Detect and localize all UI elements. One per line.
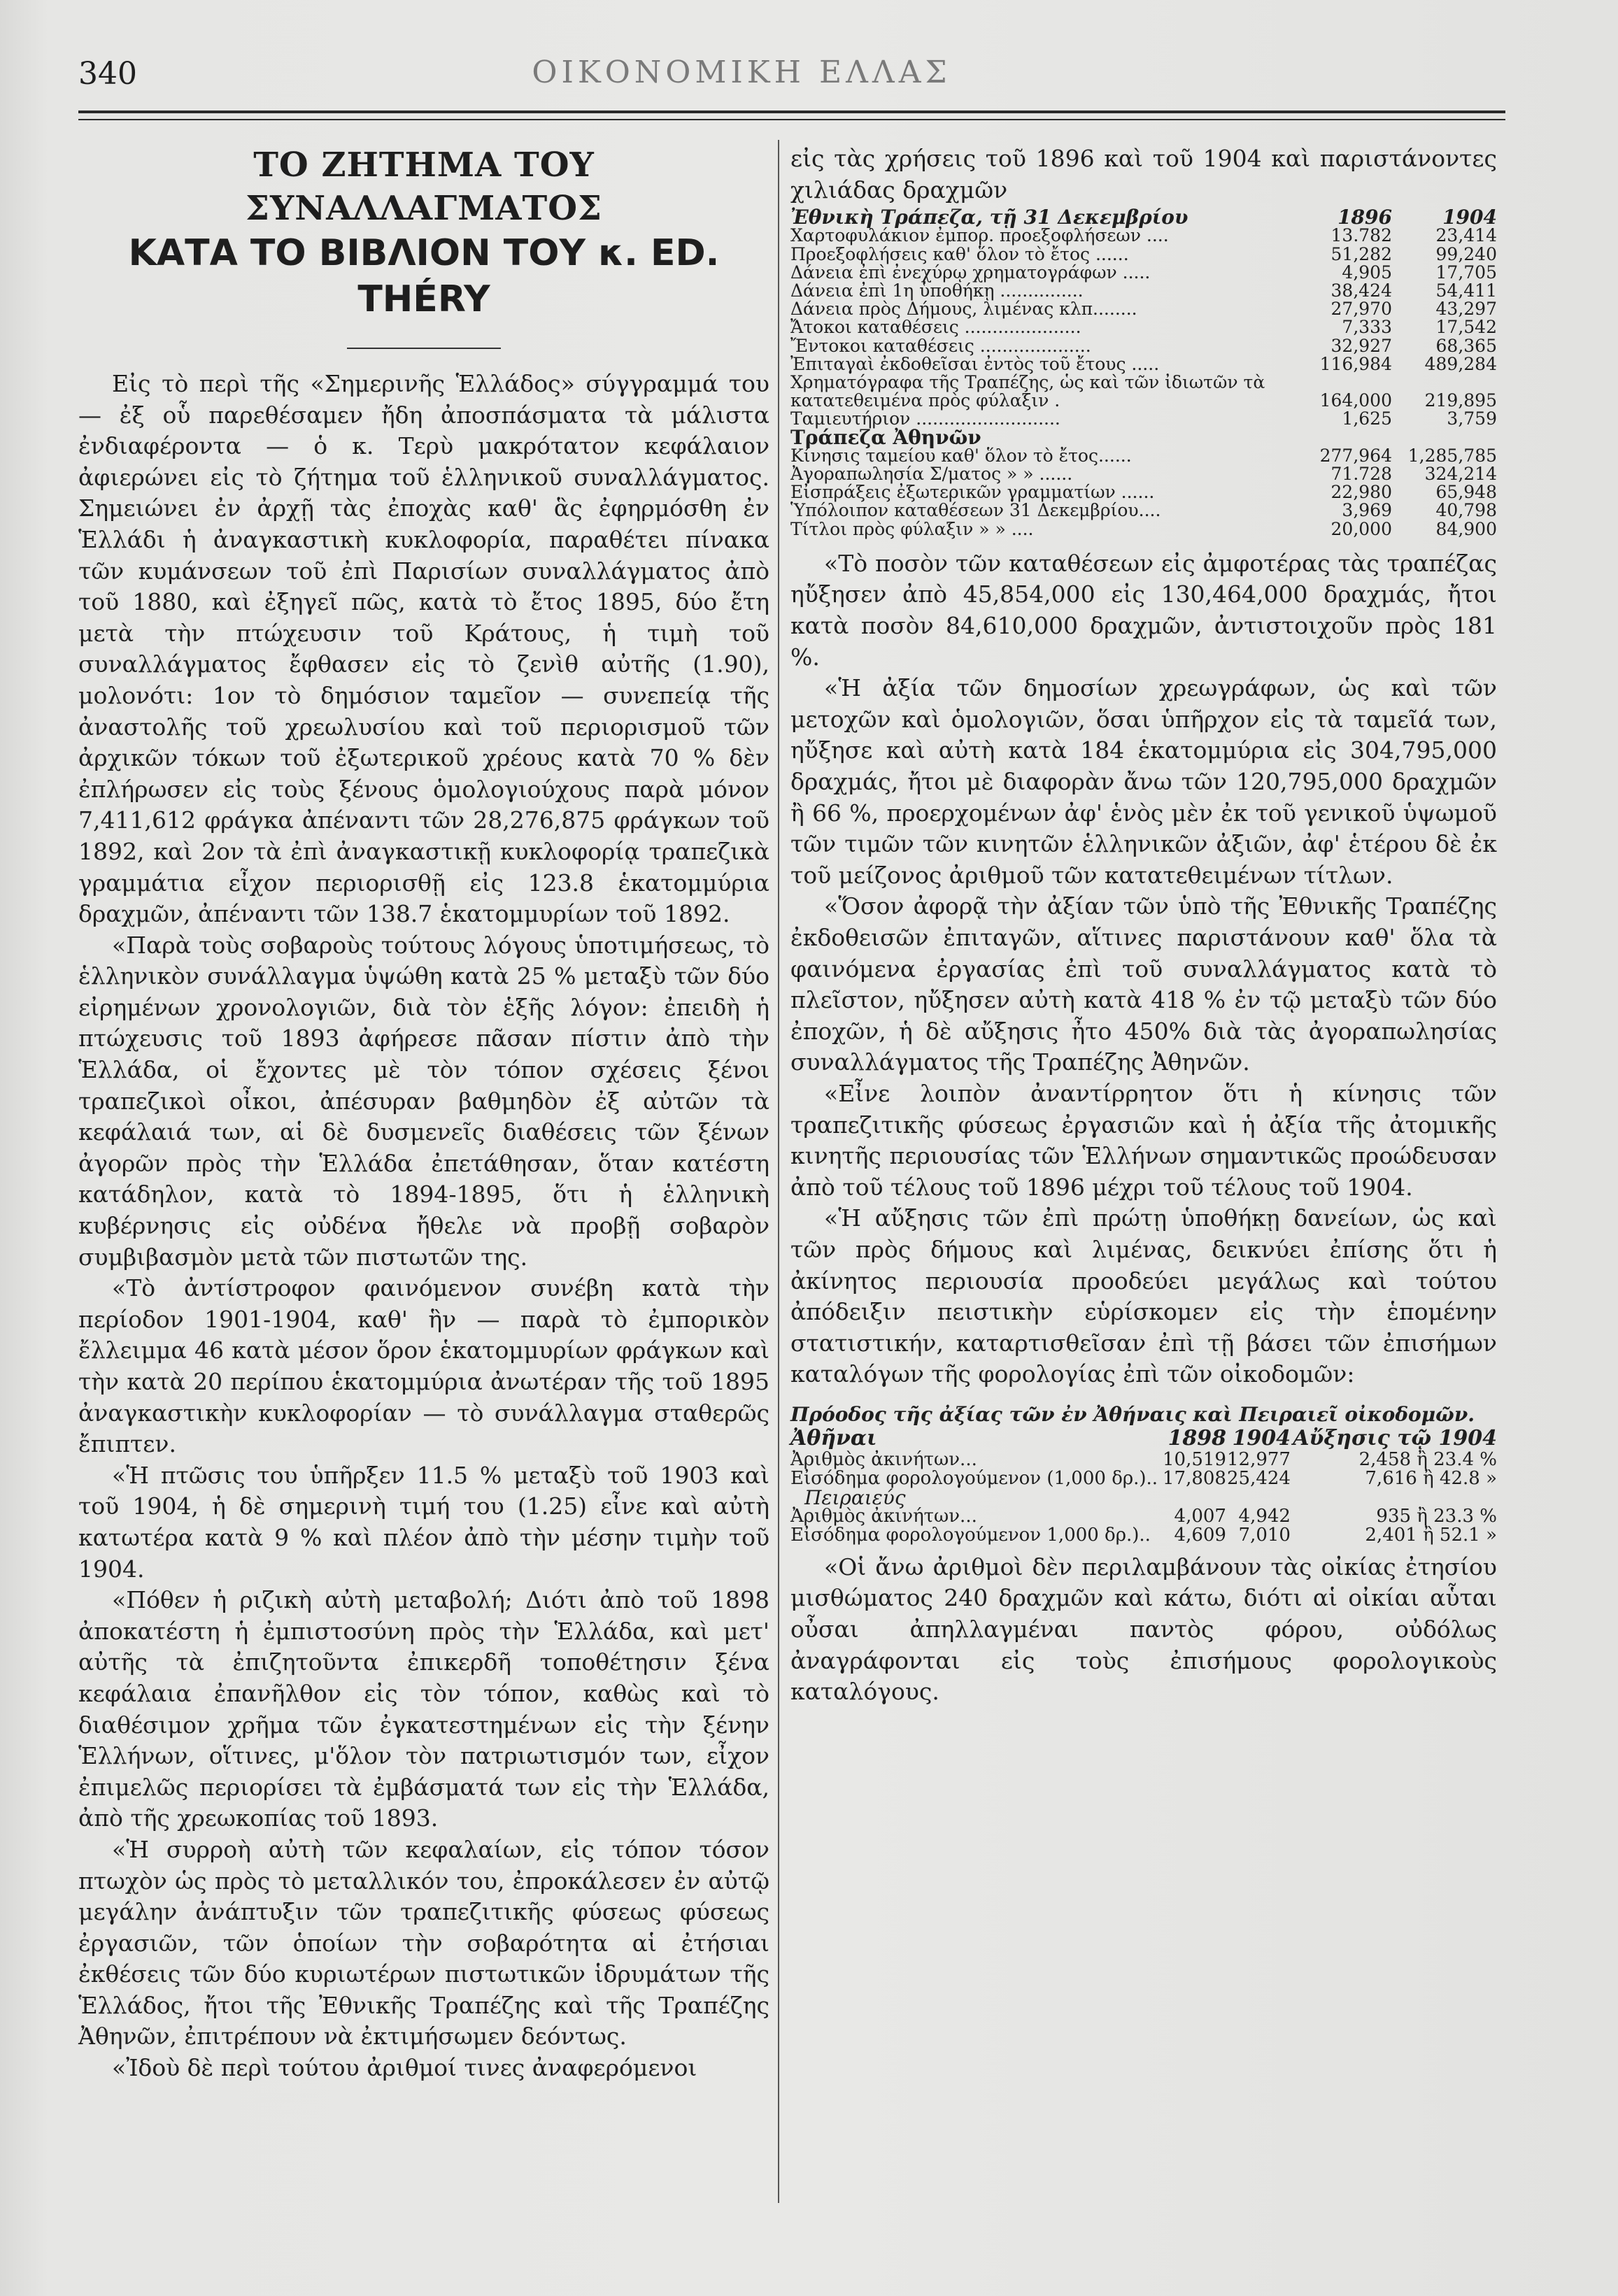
table-cell: 4,905 [1342,262,1392,283]
table-cell: 324,214 [1424,464,1497,485]
table-cell: 219,895 [1424,390,1497,411]
paragraph-continued: εἰς τὰς χρήσεις τοῦ 1896 καὶ τοῦ 1904 καὶ παριστάνοντες χιλιάδας δραχμῶν [790,145,1497,204]
table-cell: 17,542 [1435,317,1497,338]
table-cell: Εἰσπράξεις ἐξωτερικῶν γραμματίων ...... [790,482,1155,503]
table-cell: Ἀριθμὸς ἀκινήτων... [790,1448,977,1470]
bank-statistics-table [790,208,1497,539]
table-cell: 935 ἢ 23.3 % [1376,1505,1497,1527]
national-bank-rows [790,227,1497,428]
table-cell: Εἰσόδημα φορολογούμενον 1,000 δρ.).. [790,1524,1151,1546]
paragraph: «Ἡ αὔξησις τῶν ἐπὶ πρώτῃ ὑποθήκῃ δανείων, ὡς καὶ τῶν πρὸς δήμους καὶ λιμένας, δεικνύει ἐπίσης ὅτι ἡ ἀκίνητος περιουσία προοδεύει μεγάλως καὶ τούτου ἀπόδειξιν πειστικὴν εὑρίσκομεν εἰς τὴν ἑπομένην στατιστικήν, καταρτισθεῖσαν ἐπὶ τῇ βάσει τῶν ἐπισήμων καταλόγων τῆς φορολογίας ἐπὶ τῶν οἰκοδομῶν: [790,1204,1497,1388]
table-cell: Ἐπιταγαὶ ἐκδοθεῖσαι ἐντὸς τοῦ ἔτους ..... [790,353,1160,374]
table-row [790,483,1497,501]
table-row [790,282,1497,300]
column-year-2: 1904 [1442,206,1497,229]
table-cell: 489,284 [1424,353,1497,374]
table-cell: 84,900 [1435,518,1497,539]
piraeus-heading: Πειραιεύς [804,1485,906,1509]
bank-name: Ἐθνικὴ Τράπεζα, [790,206,983,229]
running-title: ΟΙΚΟΝΟΜΙΚΗ ΕΛΛΑΣ [532,55,951,90]
table-cell: 68,365 [1435,335,1497,356]
table-cell: 277,964 [1319,445,1392,466]
table-row [790,1469,1497,1488]
paragraph: «Ἡ συρροὴ αὐτὴ τῶν κεφαλαίων, εἰς τόπον τόσον πτωχὸν ὡς πρὸς τὸ μεταλλικόν του, ἐπροκάλεσεν ἐν αὐτῷ μεγάλην ἀνάπτυξιν τῶν τραπεζιτικῆς φύσεως φύσεως ἐργασιῶν, τῶν ὁποίων τὴν σοβαρότητα αἱ ἐτήσιαι ἐκθέσεις τῶν δύο κυριωτέρων πιστωτικῶν ἱδρυμάτων τῆς Ἑλλάδος, ἤτοι τῆς Ἐθνικῆς Τραπέζης καὶ τῆς Τραπέζης Ἀθηνῶν, ἐπιτρέπουν νὰ ἐκτιμήσωμεν δεόντως. [78,1835,769,2051]
table-cell: Κίνησις ταμείου καθ' ὅλον τὸ ἔτος...... [790,445,1132,466]
column-year-1: 1898 [1168,1425,1226,1450]
table-cell: Ὑπόλοιπον καταθέσεων 31 Δεκεμβρίου.... [790,500,1161,521]
table-row [790,1526,1497,1545]
table-row [790,465,1497,483]
table-cell: Ἀριθμὸς ἀκινήτων... [790,1505,977,1527]
article-title: ΤΟ ΖΗΤΗΜΑ ΤΟΥ ΣΥΝΑΛΛΑΓΜΑΤΟΣ [246,145,602,228]
table-cell: 27,970 [1330,299,1392,320]
column-year-2: 1904 [1232,1425,1291,1450]
table-cell: Εἰσόδημα φορολογούμενον (1,000 δρ.).. [790,1467,1158,1489]
table-cell: Ἄτοκοι καταθέσεις ..................... [790,317,1081,338]
table-row [790,355,1497,373]
page-number: 340 [78,56,137,92]
table-row [790,1507,1497,1526]
title-rule [347,348,501,349]
table-cell: 13.782 [1330,225,1392,246]
table-cell: 12,977 [1226,1448,1291,1470]
table-cell: Δάνεια ἐπὶ 1η ὑποθήκῃ ............... [790,280,1084,301]
table-cell: Ἀγοραπωλησία Σ/ματος » » ...... [790,464,1073,485]
table-cell: 7,010 [1238,1524,1291,1546]
table-cell: 2,401 ἢ 52.1 » [1365,1524,1497,1546]
table-row [790,373,1497,410]
column-separator [778,140,779,2203]
paragraph: Εἰς τὸ περὶ τῆς «Σημερινῆς Ἑλλάδος» σύγγραμμά του — ἐξ οὗ παρεθέσαμεν ἤδη ἀποσπάσματα τὰ μάλιστα ἐνδιαφέροντα — ὁ κ. Τερὺ μακρότατον κεφάλαιον ἀφιερώνει εἰς τὸ ζήτημα τοῦ ἑλληνικοῦ συναλλάγματος. Σημειώνει ἐν ἀρχῇ τὰς ἐποχὰς καθ' ἃς ἐφηρμόσθη ἐν Ἑλλάδι ἡ ἀναγκαστικὴ κυκλοφορία, παραθέτει πίνακα τῶν κυμάνσεων τοῦ ἐπὶ Παρισίων συναλλάγματος ἀπὸ τοῦ 1880, καὶ ἐξηγεῖ πῶς, κατὰ τὸ ἔτος 1895, δύο ἔτη μετὰ τὴν πτώχευσιν τοῦ Κράτους, ἡ τιμὴ τοῦ συναλλάγματος ἔφθασεν εἰς τὸ ζενὶθ αὐτῆς (1.90), μολονότι: 1ον τὸ δημόσιον ταμεῖον — συνεπείᾳ τῆς ἀναστολῆς τοῦ χρεωλυσίου καὶ τοῦ περιορισμοῦ τῶν ἀρχικῶν τόκων τοῦ ἐξωτερικοῦ χρέους κατὰ 70 % δὲν ἐπλήρωσεν εἰς τοὺς ξένους ὁμολογιούχους παρὰ μόνον 7,411,612 φράγκα ἀπέναντι τῶν 28,276,875 φράγκων τοῦ 1892, καὶ 2ον τὰ ἐπὶ ἀναγκαστικῇ κυκλοφορίᾳ τραπεζικὰ γραμμάτια εἶχον περιορισθῇ εἰς 123.8 ἑκατομμύρια δραχμῶν, ἀπέναντι τῶν 138.7 ἑκατομμυρίων τοῦ 1892. [78,370,769,928]
table-row [790,337,1497,355]
header-rule [78,110,1505,113]
paragraph: «Πόθεν ἡ ριζικὴ αὐτὴ μεταβολή; Διότι ἀπὸ τοῦ 1898 ἀποκατέστη ἡ ἐμπιστοσύνη πρὸς τὴν Ἑλλάδα, καὶ μετ' αὐτῆς τὰ ἐπιζητοῦντα ἐπικερδῆ τοποθέτησιν ξένα κεφάλαια ἐπανῆλθον εἰς τὸν τόπον, καθὼς καὶ τὸ διαθέσιμον χρῆμα τῶν ἐγκατεστημένων εἰς τὴν ξένην Ἑλλήνων, οἵτινες, μ'ὅλον τὸν πατριωτισμόν των, εἶχον ἐπιμελῶς περιορίσει τὰ ἐμβάσματά των εἰς τὴν Ἑλλάδα, ἀπὸ τῆς χρεωκοπίας τοῦ 1893. [78,1586,769,1832]
table-row [790,447,1497,465]
table-cell: 116,984 [1319,353,1392,374]
table-cell: 32,927 [1330,335,1392,356]
table-cell: 3,759 [1447,408,1497,429]
table-cell: 2,458 ἢ 23.4 % [1358,1448,1497,1470]
table-cell: Δάνεια πρὸς Δήμους, λιμένας κλπ........ [790,299,1137,320]
table-cell: 65,948 [1435,482,1497,503]
table-cell: 38,424 [1330,280,1392,301]
property-table-title: Πρόοδος τῆς ἀξίας τῶν ἐν Ἀθήναις καὶ Πειραιεῖ οἰκοδομῶν. [790,1402,1475,1426]
table-cell: 71.728 [1330,464,1392,485]
right-column [790,143,1497,1708]
property-value-table [790,1425,1497,1546]
table-cell: 10,519 [1162,1448,1226,1470]
table-row [790,300,1497,318]
paragraph: «Οἱ ἄνω ἀριθμοὶ δὲν περιλαμβάνουν τὰς οἰκίας ἐτησίου μισθώματος 240 δραχμῶν καὶ κάτω, διότι αἱ οἰκίαι αὗται οὖσαι ἀπηλλαγμέναι παντὸς φόρου, οὐδόλως ἀναγράφονται εἰς τοὺς ἐπισήμους φορολογικοὺς καταλόγους. [790,1553,1497,1706]
paragraph: «Ὅσον ἀφορᾷ τὴν ἀξίαν τῶν ὑπὸ τῆς Ἐθνικῆς Τραπέζης ἐκδοθεισῶν ἐπιταγῶν, αἵτινες παριστάνουν καθ' ὅλα τὰ φαινόμενα ἐργασίας ἐπὶ τοῦ συναλλάγματος κατὰ τὸ πλεῖστον, ηὔξησεν αὐτὴ κατὰ 418 % ἐν τῷ μεταξὺ τῶν δύο ἐποχῶν, ἡ δὲ αὔξησις ἦτο 450% διὰ τὰς ἀγοραπωλησίας συναλλάγματος τῆς Τραπέζης Ἀθηνῶν. [790,892,1497,1076]
table-cell: 1,625 [1342,408,1392,429]
piraeus-property-rows [790,1507,1497,1545]
header-rule-thin [78,119,1505,120]
column-increase: Αὔξησις τῷ 1904 [1293,1425,1497,1450]
table-cell: 43,297 [1435,299,1497,320]
paragraph: «Ἰδοὺ δὲ περὶ τούτου ἀριθμοί τινες ἀναφερόμενοι [112,2054,697,2082]
athens-bank-heading: Τράπεζα Ἀθηνῶν [790,425,981,449]
table-row [790,1450,1497,1469]
table-cell: Χρηματόγραφα τῆς Τραπέζης, ὡς καὶ τῶν ἰδιωτῶν τὰ κατατεθειμένα πρὸς φύλαξιν . [790,372,1265,411]
table-cell: 99,240 [1435,243,1497,264]
athens-property-rows [790,1450,1497,1488]
table-cell: Ταμιευτήριον .......................... [790,408,1060,429]
column-city: Ἀθῆναι [790,1425,877,1450]
table-subheader [790,429,1497,447]
table-cell: 17,808 [1162,1467,1226,1489]
table-cell: 3,969 [1342,500,1392,521]
table-cell: Ἔντοκοι καταθέσεις .................... [790,335,1091,356]
table-cell: Δάνεια ἐπὶ ἐνεχύρῳ χρηματογράφων ..... [790,262,1151,283]
paragraph: «Παρὰ τοὺς σοβαροὺς τούτους λόγους ὑποτιμήσεως, τὸ ἑλληνικὸν συνάλλαγμα ὑψώθη κατὰ 25 % μεταξὺ τῶν δύο εἰρημένων χρονολογιῶν, διὰ τὸν ἑξῆς λόγον: ἐπειδὴ ἡ πτώχευσις τοῦ 1893 ἀφήρεσε πᾶσαν πίστιν ἀπὸ τὴν Ἑλλάδα, οἱ ἔχοντες μὲ τὸν τόπον σχέσεις ξένοι τραπεζικοὶ οἶκοι, ἀπέσυραν βαθμηδὸν ἐξ αὐτῶν τὰ κεφάλαιά των, αἱ δὲ δυσμενεῖς διαθέσεις τῶν ξένων ἀγορῶν πρὸς τὴν Ἑλλάδα ἐπετάθησαν, ὅταν κατέστη κατάδηλον, κατὰ τὸ 1894-1895, ὅτι ἡ ἑλληνικὴ κυβέρνησις εἰς οὐδένα ἤθελε νὰ προβῇ σοβαρὸν συμβιβασμὸν μετὰ τῶν πιστωτῶν της. [78,931,769,1271]
athens-bank-rows [790,447,1497,539]
table-cell: 40,798 [1435,500,1497,521]
table-cell: 22,980 [1330,482,1392,503]
table-cell: Χαρτοφυλάκιον ἐμπορ. προεξοφλήσεων .... [790,225,1169,246]
table-cell: 23,414 [1435,225,1497,246]
table-cell: 4,942 [1238,1505,1291,1527]
table-cell: 20,000 [1330,518,1392,539]
table-cell: 54,411 [1435,280,1497,301]
table-cell: 51,282 [1330,243,1392,264]
paragraph: «Εἶνε λοιπὸν ἀναντίρρητον ὅτι ἡ κίνησις τῶν τραπεζιτικῆς φύσεως ἐργασιῶν καὶ ἡ ἀξία τῆς ἀτομικῆς κινητῆς περιουσίας τῶν Ἑλλήνων σημαντικῶς προώδευσαν ἀπὸ τοῦ τέλους τοῦ 1896 μέχρι τοῦ τέλους τοῦ 1904. [790,1079,1497,1201]
table-row [790,501,1497,520]
table-cell: 4,007 [1174,1505,1226,1527]
article-subtitle: ΚΑΤΑ ΤΟ ΒΙΒΛΙΟΝ ΤΟΥ κ. ED. THÉRY [128,232,720,320]
table-header-row [790,1429,1497,1450]
table-cell: 164,000 [1319,390,1392,411]
table-cell: 25,424 [1226,1467,1291,1489]
table-row [790,227,1497,245]
table-cell: Τίτλοι πρὸς φύλαξιν » » .... [790,518,1034,539]
table-row [790,520,1497,539]
column-year-1: 1896 [1337,206,1392,229]
table-row [790,245,1497,264]
table-cell: Προεξοφλήσεις καθ' ὅλον τὸ ἔτος ...... [790,243,1129,264]
paragraph: «Ἡ ἀξία τῶν δημοσίων χρεωγράφων, ὡς καὶ τῶν μετοχῶν καὶ ὁμολογιῶν, ὅσαι ὑπῆρχον εἰς τὰ ταμεῖά των, ηὔξησε καὶ αὐτὴ κατὰ 184 ἑκατομμύρια εἰς 304,795,000 δραχμάς, ἤτοι μὲ διαφορὰν ἄνω τῶν 120,795,000 δραχμῶν ἢ 66 %, προερχομένων ἀφ' ἑνὸς μὲν ἐκ τοῦ γενικοῦ ὑψωμοῦ τῶν τιμῶν τῶν κινητῶν ἑλληνικῶν ἀξιῶν, ἀφ' ἑτέρου δὲ ἐκ τοῦ μείζονος ἀριθμοῦ τῶν κατατεθειμένων τίτλων. [790,674,1497,889]
table-row [790,264,1497,282]
table-cell: 7,616 ἢ 42.8 » [1365,1467,1497,1489]
table-row [790,318,1497,336]
table-header-row [790,208,1497,227]
table-cell: 1,285,785 [1407,445,1497,466]
table-cell: 7,333 [1342,317,1392,338]
table-subheader [790,1488,1497,1507]
table-cell: 17,705 [1435,262,1497,283]
left-column [78,143,769,2084]
table-date: τῇ 31 Δεκεμβρίου [989,206,1188,229]
paragraph: «Τὸ ἀντίστροφον φαινόμενον συνέβη κατὰ τὴν περίοδον 1901-1904, καθ' ἣν — παρὰ τὸ ἐμπορικὸν ἔλλειμμα 46 κατὰ μέσον ὅρον ἑκατομμυρίων φράγκων καὶ τὴν κατὰ 20 περίπου ἑκατομμύρια ἀνωτέραν τῆς τοῦ 1895 ἀναγκαστικὴν κυκλοφορίαν — τὸ συνάλλαγμα σταθερῶς ἔπιπτεν. [78,1274,769,1458]
paragraph: «Τὸ ποσὸν τῶν καταθέσεων εἰς ἀμφοτέρας τὰς τραπέζας ηὔξησεν ἀπὸ 45,854,000 εἰς 130,464,000 δραχμάς, ἤτοι κατὰ ποσὸν 84,610,000 δραχμῶν, ἀντιστοιχοῦν πρὸς 181 %. [790,549,1497,671]
paragraph: «Ἡ πτῶσις του ὑπῆρξεν 11.5 % μεταξὺ τοῦ 1903 καὶ τοῦ 1904, ἡ δὲ σημερινὴ τιμή του (1.25) εἶνε καὶ αὐτὴ κατωτέρα κατὰ 9 % καὶ πλέον ἀπὸ τὴν μέσην τιμὴν τοῦ 1904. [78,1461,769,1583]
table-cell: 4,609 [1174,1524,1226,1546]
